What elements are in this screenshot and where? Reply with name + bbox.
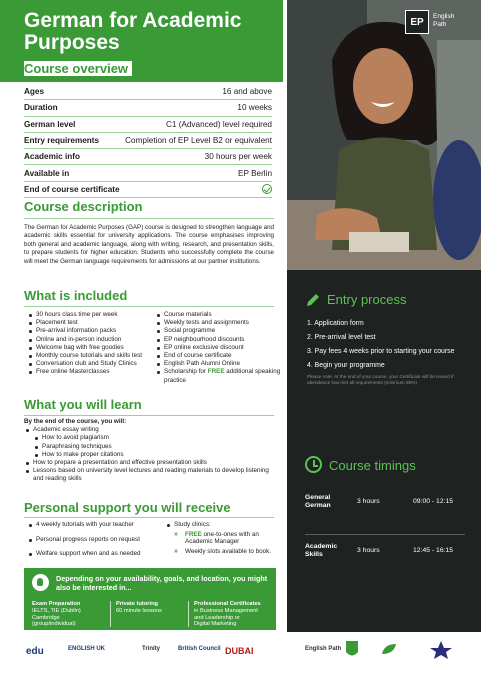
promo-text: 60 minute lessons — [116, 607, 162, 614]
list-item: 4 weekly tutorials with your teacher — [27, 521, 159, 529]
divider — [24, 517, 274, 518]
divider — [24, 306, 274, 307]
free-highlight: FREE — [207, 368, 225, 376]
list-item: End of course certificate — [155, 352, 283, 360]
timings-table — [305, 494, 465, 579]
divider — [24, 415, 274, 416]
scholarship-text: additional speaking practice — [164, 368, 281, 384]
list-item: How to prepare a presentation and effective presentation skills — [24, 459, 279, 467]
promo-text: Cambridge — [32, 614, 60, 621]
overview-row — [24, 100, 272, 116]
brand-name-line: English — [433, 13, 455, 20]
entry-step: 2. Pre-arrival level test — [307, 334, 376, 341]
list-item: Paraphrasing techniques — [24, 443, 279, 451]
accreditation-logos — [0, 636, 481, 680]
clinic-text: one-to-ones with an Academic Manager — [185, 531, 259, 546]
description-heading: Course description — [24, 199, 143, 214]
brand-name — [433, 13, 454, 29]
list-item: How to make proper citations — [24, 451, 279, 459]
promo-text: IELTS, TIE (Dublin) — [32, 607, 81, 614]
course-name: General German — [305, 494, 331, 509]
entry-step: 3. Pay fees 4 weeks prior to starting your course — [307, 348, 455, 355]
logo-trinity: Trinity — [142, 646, 161, 652]
entry-step: 4. Begin your programme — [307, 362, 385, 369]
list-item: EP neighbourhood discounts — [155, 336, 283, 344]
promo-headline: Depending on your availability, goals, and location, you might also be interested in... — [56, 574, 268, 592]
head-profile-icon — [32, 574, 49, 591]
learn-intro: By the end of the course, you will: — [24, 418, 127, 425]
right-column — [287, 0, 481, 632]
overview-label: End of course certificate — [24, 184, 120, 194]
promo-exam-prep — [32, 601, 81, 628]
included-list-right — [155, 311, 283, 385]
overview-label: Entry requirements — [24, 136, 100, 146]
overview-row — [24, 165, 272, 181]
overview-value: EP Berlin — [238, 168, 272, 178]
study-clinics-label: Study clinics: — [165, 521, 277, 529]
promo-divider — [188, 601, 189, 627]
leaf-logo-icon — [380, 642, 398, 656]
table-row — [305, 543, 465, 579]
overview-label: Available in — [24, 168, 70, 178]
list-item: Online and in-person induction — [27, 336, 155, 344]
list-item: EP online exclusive discount — [155, 344, 283, 352]
list-item: Academic essay writing — [24, 426, 279, 434]
included-heading: What is included — [24, 288, 128, 303]
entry-note: Please note: At the end of your course, your Certificate will be issued if attendance has met all requirements (minimum 85%) — [307, 374, 454, 385]
brand-name-line: Path — [433, 21, 447, 28]
list-item: Welfare support when and as needed — [27, 550, 159, 558]
clinic-text: Weekly slots available to book. — [185, 547, 271, 555]
promo-text: (group/individual) — [32, 621, 76, 628]
list-item: Personal progress reports on request — [27, 536, 159, 544]
promo-private-tutoring — [116, 601, 162, 615]
promo-title: Private tutoring — [116, 601, 159, 607]
list-item — [155, 368, 283, 384]
overview-row — [24, 149, 272, 165]
overview-value: C1 (Advanced) level required — [165, 119, 272, 129]
overview-value: 10 weeks — [237, 103, 272, 113]
promo-professional-certificates — [194, 601, 261, 628]
list-item: Conversation club and Study Clinics — [27, 360, 155, 368]
table-row — [305, 494, 465, 530]
overview-row — [24, 133, 272, 149]
list-item: Weekly tests and assignments — [155, 319, 283, 327]
overview-label: Academic info — [24, 152, 80, 162]
included-list-left — [27, 311, 155, 377]
logo-british-council: British Council — [178, 646, 221, 652]
entry-step: 1. Application form — [307, 320, 364, 327]
double-arrow-icon: » — [174, 531, 178, 538]
divider — [305, 534, 465, 535]
stopwatch-icon — [305, 456, 322, 473]
list-item: How to avoid plagiarism — [24, 434, 279, 442]
clinic-item — [165, 548, 277, 555]
promo-title: Professional Certificates — [194, 601, 261, 607]
overview-value: 16 and above — [222, 87, 272, 97]
study-clinics — [165, 521, 277, 555]
support-heading: Personal support you will receive — [24, 500, 231, 515]
list-item: Welcome bag with free goodies — [27, 344, 155, 352]
learn-list — [24, 426, 279, 483]
shield-badge-icon — [345, 640, 359, 660]
overview-label: German level — [24, 119, 76, 129]
list-item: Lessons based on university level lectures and reading materials to develop listening and reading skills — [24, 467, 279, 483]
check-circle-icon — [262, 184, 272, 194]
list-item: Monthly course tutorials and skills test — [27, 352, 155, 360]
overview-value: 30 hours per week — [204, 152, 272, 162]
promo-text: Digital Marketing — [194, 621, 237, 628]
logo-english-uk: ENGLISH UK — [68, 646, 106, 652]
overview-label: Ages — [24, 87, 45, 97]
star-logo-icon — [425, 640, 457, 660]
page-title: German for Academic Purposes — [24, 9, 242, 54]
logo-dubai: DUBAI — [225, 646, 254, 656]
list-item: Pre-arrival information packs — [27, 327, 155, 335]
entry-process-heading: Entry process — [327, 292, 407, 307]
ep-logo-icon: EP — [405, 10, 429, 34]
overview-row — [24, 117, 272, 133]
course-duration: 3 hours — [357, 498, 380, 505]
list-item: Social programme — [155, 327, 283, 335]
double-arrow-icon: » — [174, 547, 178, 555]
promo-box — [24, 568, 276, 630]
learn-section — [24, 418, 279, 484]
overview-row — [24, 84, 272, 100]
list-item: Course materials — [155, 311, 283, 319]
learn-heading: What you will learn — [24, 397, 142, 412]
course-name: Academic Skills — [305, 543, 338, 558]
clinic-item — [165, 531, 277, 546]
student-photo-illustration — [287, 0, 481, 270]
free-highlight: FREE — [185, 531, 202, 538]
list-item: 30 hours class time per week — [27, 311, 155, 319]
overview-value: Completion of EP Level B2 or equivalent — [125, 136, 272, 146]
overview-table — [24, 84, 272, 198]
support-list — [27, 521, 159, 565]
list-item: English Path Alumni Online — [155, 360, 283, 368]
description-text: The German for Academic Purposes (GAP) course is designed to strengthen language and academic skills essential for university applications. The course emphasises improving both general and academic language, along with writing, research, and presentation skills, to prepare students for higher education. Students who successfully complete the course will meet the German language requirements for admissions at our partner institutions. — [24, 224, 274, 265]
course-time: 09:00 - 12:15 — [413, 498, 454, 505]
logo-english-path: English Path — [305, 646, 342, 652]
list-item: Placement test — [27, 319, 155, 327]
course-duration: 3 hours — [357, 547, 380, 554]
overview-row — [24, 182, 272, 198]
entry-steps — [307, 317, 472, 385]
pencil-icon — [305, 292, 321, 308]
promo-title: Exam Preparation — [32, 601, 81, 607]
logo-edu: edu — [26, 646, 44, 657]
promo-divider — [110, 601, 111, 627]
course-timings-heading: Course timings — [329, 458, 416, 473]
divider — [24, 218, 274, 219]
course-overview-heading: Course overview — [24, 61, 132, 76]
promo-text: and Leadership or — [194, 614, 240, 621]
list-item: Free online Masterclasses — [27, 368, 155, 376]
course-time: 12:45 - 16:15 — [413, 547, 454, 554]
promo-text: in Business Management — [194, 607, 258, 614]
overview-label: Duration — [24, 103, 58, 113]
student-photo — [287, 0, 481, 270]
scholarship-text: Scholarship for — [164, 368, 208, 376]
clinic-text — [185, 531, 277, 546]
